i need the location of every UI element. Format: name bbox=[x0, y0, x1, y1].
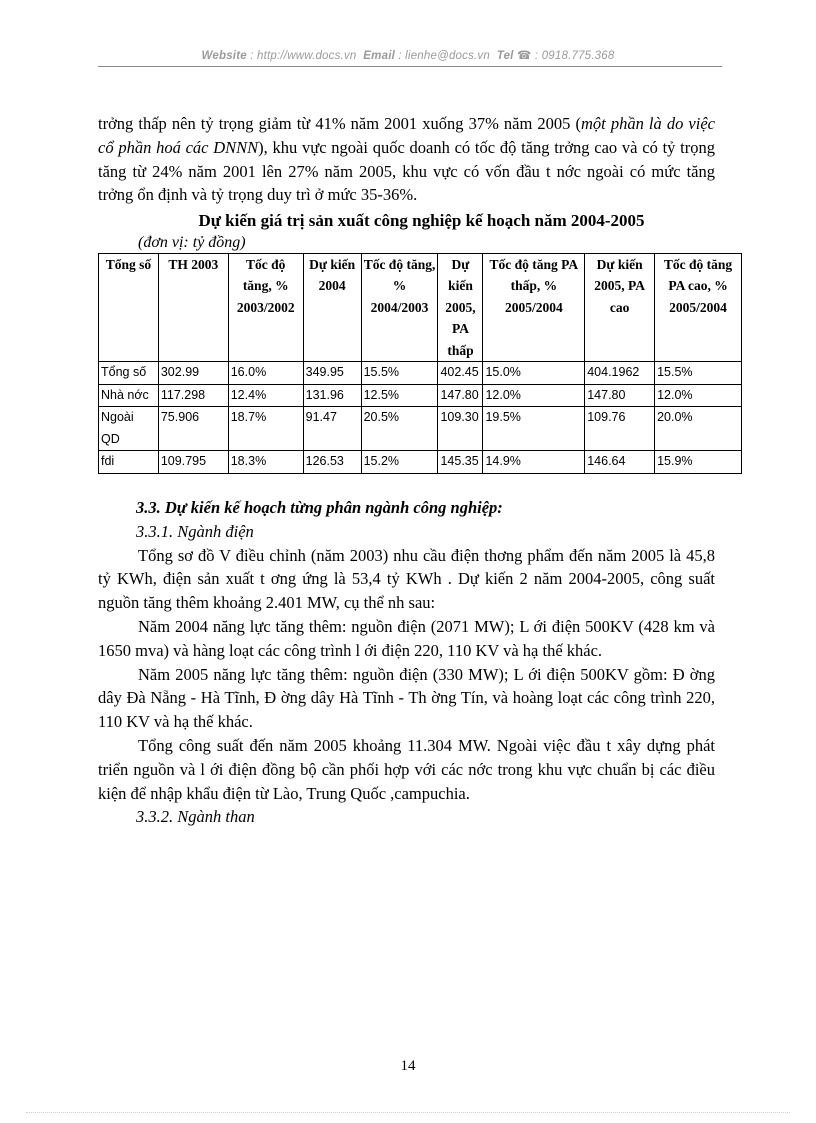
email-label: Email bbox=[363, 50, 395, 62]
email-value: : lienhe@docs.vn bbox=[398, 50, 490, 62]
table-cell: 18.7% bbox=[228, 407, 303, 451]
table-cell: 147.80 bbox=[585, 384, 655, 407]
header-cell: Tốc độ tăng, % 2003/2002 bbox=[228, 253, 303, 362]
table-cell: 12.5% bbox=[361, 384, 438, 407]
table-cell: 91.47 bbox=[303, 407, 361, 451]
intro-paragraph: trởng thấp nên tỷ trọng giảm từ 41% năm 2001 xuống 37% năm 2005 (một phần là do việc cổ phần hoá các DNNN), khu vực ngoài quốc doanh có tốc độ tăng trởng cao và có tỷ trọng tăng từ 24% năm 2001 lên 27% năm 2005, khu vực có vốn đầu t nớc ngoài có mức tăng trởng ổn định và tỷ trọng duy trì ở mức 35-36%. bbox=[98, 114, 715, 205]
table-row bbox=[99, 407, 742, 451]
table-row bbox=[99, 384, 742, 407]
header-cell: Dự kiến 2004 bbox=[303, 253, 361, 362]
table-cell: 109.76 bbox=[585, 407, 655, 451]
table-unit: (đơn vị: tỷ đồng) bbox=[138, 233, 246, 251]
subsection-heading-coal: 3.3.2. Ngành than bbox=[136, 807, 255, 827]
table-cell: 147.80 bbox=[438, 384, 483, 407]
table-row bbox=[99, 451, 742, 474]
page-bottom-divider bbox=[26, 1112, 790, 1113]
website-label: Website bbox=[201, 50, 247, 62]
header-cell: Tốc độ tăng, % 2004/2003 bbox=[361, 253, 438, 362]
table-cell: 146.64 bbox=[585, 451, 655, 474]
table-row bbox=[99, 362, 742, 385]
table-title: Dự kiến giá trị sản xuất công nghiệp kế hoạch năm 2004-2005 bbox=[198, 211, 645, 231]
table-cell: 75.906 bbox=[158, 407, 228, 451]
header-cell: Dự kiến 2005, PA thấp bbox=[438, 253, 483, 362]
website-value: : http://www.docs.vn bbox=[250, 50, 357, 62]
page-number: 14 bbox=[400, 1058, 416, 1074]
table-cell: 109.30 bbox=[438, 407, 483, 451]
table-cell: 349.95 bbox=[303, 362, 361, 385]
paragraph: Tổng sơ đồ V điều chỉnh (năm 2003) nhu cầu điện thơng phẩm đến năm 2005 là 45,8 tỷ KWh, điện sản xuất t ơng ứng là 53,4 tỷ KWh . Dự kiến 2 năm 2004-2005, công suất nguồn tăng thêm khoảng 2.401 MW, cụ thể nh sau: bbox=[98, 545, 715, 613]
table-cell: 302.99 bbox=[158, 362, 228, 385]
header-cell: Tổng số bbox=[99, 253, 159, 362]
tel-label: Tel ☎ bbox=[496, 50, 532, 62]
header-divider bbox=[98, 66, 722, 67]
header-cell: Dự kiến 2005, PA cao bbox=[585, 253, 655, 362]
table-header-row bbox=[99, 253, 742, 362]
table-cell: 20.0% bbox=[655, 407, 742, 451]
table-cell: 12.0% bbox=[655, 384, 742, 407]
table-cell: 109.795 bbox=[158, 451, 228, 474]
table-cell: 117.298 bbox=[158, 384, 228, 407]
table-cell: 16.0% bbox=[228, 362, 303, 385]
table-cell: Ngoài QD bbox=[99, 407, 159, 451]
table-cell: 131.96 bbox=[303, 384, 361, 407]
header-cell: Tốc độ tăng PA thấp, % 2005/2004 bbox=[483, 253, 585, 362]
header-cell: TH 2003 bbox=[158, 253, 228, 362]
table-cell: 15.5% bbox=[361, 362, 438, 385]
table-cell: 14.9% bbox=[483, 451, 585, 474]
table-cell: 15.0% bbox=[483, 362, 585, 385]
table-cell: 404.1962 bbox=[585, 362, 655, 385]
table-cell: 18.3% bbox=[228, 451, 303, 474]
page-header bbox=[0, 48, 816, 62]
paragraph: Năm 2004 năng lực tăng thêm: nguồn điện (2071 MW); L ới điện 500KV (428 km và 1650 mva) và hàng loạt các công trình l ới điện 220, 110 KV và hạ thế khác. bbox=[98, 616, 715, 660]
table-cell: 126.53 bbox=[303, 451, 361, 474]
table-cell: 20.5% bbox=[361, 407, 438, 451]
intro-italic: một phần là do việc cổ phần hoá các DNNN bbox=[98, 114, 715, 157]
table-cell: 15.2% bbox=[361, 451, 438, 474]
document-body bbox=[98, 112, 733, 829]
table-cell: 12.0% bbox=[483, 384, 585, 407]
production-table bbox=[98, 253, 742, 474]
header-cell: Tốc độ tăng PA cao, % 2005/2004 bbox=[655, 253, 742, 362]
table-cell: fdi bbox=[99, 451, 159, 474]
table-cell: Nhà nớc bbox=[99, 384, 159, 407]
table-cell: 145.35 bbox=[438, 451, 483, 474]
tel-value: : 0918.775.368 bbox=[534, 50, 615, 62]
paragraph: Năm 2005 năng lực tăng thêm: nguồn điện (330 MW); L ới điện 500KV gồm: Đ ờng dây Đà Nẵng - Hà Tĩnh, Đ ờng dây Hà Tĩnh - Th ờng Tín, và hoàng loạt các công trình 220, 110 KV và hạ thế khác. bbox=[98, 664, 715, 732]
table-cell: 19.5% bbox=[483, 407, 585, 451]
table-cell: 12.4% bbox=[228, 384, 303, 407]
section-heading: 3.3. Dự kiến kế hoạch từng phân ngành công nghiệp: bbox=[136, 497, 503, 517]
subsection-heading-electricity: 3.3.1. Ngành điện bbox=[136, 521, 254, 541]
table-cell: Tổng số bbox=[99, 362, 159, 385]
table-cell: 15.9% bbox=[655, 451, 742, 474]
paragraph: Tổng công suất đến năm 2005 khoảng 11.304 MW. Ngoài việc đầu t xây dựng phát triển nguồn và l ới điện đồng bộ cần phối hợp với các nớc trong khu vực chuẩn bị các điều kiện để nhập khẩu điện từ Lào, Trung Quốc ,campuchia. bbox=[98, 735, 715, 803]
table-cell: 15.5% bbox=[655, 362, 742, 385]
table-cell: 402.45 bbox=[438, 362, 483, 385]
